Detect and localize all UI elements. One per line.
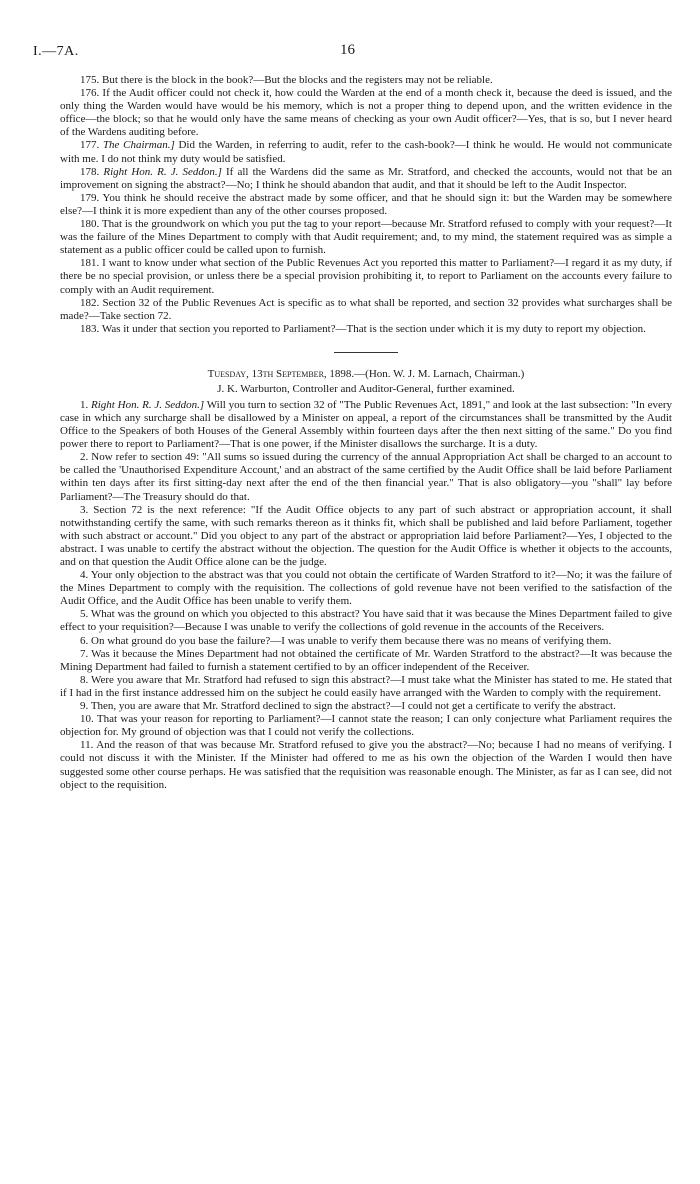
- question-paragraph: [60, 713, 672, 739]
- question-text: Then, you are aware that Mr. Stratford declined to sign the abstract?—I could not get a certificate to verify the abstract.: [90, 700, 616, 713]
- question-number: 11.: [80, 739, 97, 752]
- question-number: 179.: [80, 191, 103, 204]
- question-paragraph: [60, 87, 672, 139]
- question-text: Were you aware that Mr. Stratford had refused to sign this abstract?—I must take what the Minister has stated to me. He stated that if I had in the first instance addressed him on the subject he could easily have arranged with the Warden to comply with the requirement.: [60, 673, 672, 699]
- question-paragraph: [60, 139, 672, 165]
- question-paragraph: [60, 700, 672, 713]
- question-paragraph: [60, 739, 672, 791]
- session-date: Tuesday, 13th September, 1898.: [207, 367, 355, 380]
- page-body: [60, 74, 672, 792]
- question-paragraph: [60, 218, 672, 257]
- question-text: And the reason of that was because Mr. Stratford refused to give you the abstract?—No; because I had no means of verifying. I could not discuss it with the Minister. If the Minister had offered to me as his own the objection of the Warden I would then have suggested some other course perhaps. He was satisfied that the requisition was reasonable enough. The Minister, as far as I can see, did not object to the requisition.: [60, 739, 672, 791]
- question-paragraph: [60, 635, 672, 648]
- question-number: 9.: [80, 700, 91, 713]
- question-text: Section 32 of the Public Revenues Act is specific as to what shall be reported, and section 32 provides what surcharges shall be made?—Take section 72.: [60, 296, 673, 322]
- question-number: 180.: [80, 218, 102, 231]
- question-text: Was it under that section you reported to Parliament?—That is the section under which it is my duty to report my objection.: [101, 322, 646, 335]
- question-text: That is the groundwork on which you put the tag to your report—because Mr. Stratford refused to comply with your request?—It was the failure of the Mines Department to comply with that Audit requirement; and, to my mind, the statement required was as simple a statement as a public officer could be called upon to furnish.: [60, 218, 672, 257]
- question-paragraph: [60, 166, 672, 192]
- question-number: 10.: [80, 713, 97, 726]
- speaker-name: Right Hon. R. J. Seddon.]: [103, 165, 222, 178]
- question-paragraph: [60, 257, 672, 296]
- witness-line: J. K. Warburton, Controller and Auditor-General, further examined.: [217, 382, 515, 395]
- question-number: 4.: [80, 569, 91, 582]
- question-number: 8.: [80, 673, 91, 686]
- question-text: Will you turn to section 32 of "The Public Revenues Act, 1891," and look at the last subsection: "In every case in which any surcharge shall be disallowed by a Minister on appeal, a report of the circumstances shall be transmitted by the Audit Office to the Speakers of both Houses of the General Assembly within fourteen days after the then next sitting of the same." Do you find power there to report to Parliament?—That is one power, if the Minister disallows the surcharge. It is a duty.: [60, 398, 672, 451]
- question-text: If all the Wardens did the same as Mr. Stratford, and checked the accounts, would not that be an improvement on signing the abstract?—No; I think he should abandon that audit, and that it should be left to the Audit Inspector.: [60, 165, 673, 191]
- question-text: Did the Warden, in referring to audit, refer to the cash-book?—I think he would. He would not communicate with me. I do not think my duty would be satisfied.: [60, 139, 673, 165]
- document-reference: I.—7A.: [33, 44, 79, 59]
- session-chairman: —(Hon. W. J. M. Larnach, Chairman.): [354, 367, 525, 380]
- question-text: Was it because the Mines Department had not obtained the certificate of Mr. Warden Stratford to the abstract?—It was because the Mining Department had failed to furnish a statement certified to by an officer independent of the Receiver.: [60, 647, 672, 673]
- question-paragraph: [60, 504, 672, 569]
- question-text: If the Audit officer could not check it, how could the Warden at the end of a month check it, because the deed is issued, and the only thing the Warden would have would be his memory, which is not a proper thing to depend upon, and the written evidence in the office—the block; so that he would only have the same means of checking as your own Audit officer?—Yes, that is so, but I never heard of the Wardens auditing before.: [60, 87, 673, 139]
- question-number: 5.: [80, 608, 91, 621]
- question-number: 7.: [80, 647, 92, 660]
- question-number: 2.: [80, 451, 92, 464]
- question-paragraph: [60, 674, 672, 700]
- session-heading: [60, 367, 672, 382]
- question-number: 175.: [80, 74, 102, 86]
- question-paragraph: [60, 192, 672, 218]
- question-paragraph: [60, 323, 672, 336]
- question-text: What was the ground on which you objected to this abstract? You have said that it was because the Mines Department failed to give effect to your requisition?—Because I was unable to verify the collections of gold revenue in the accounts of the Receivers.: [60, 608, 672, 634]
- question-number: 178.: [80, 165, 104, 178]
- evidence-block-continued: [60, 74, 672, 336]
- question-number: 176.: [80, 87, 103, 100]
- question-text: That was your reason for reporting to Parliament?—I cannot state the reason; I can only conjecture what Parliament requires the objection for. My ground of objection was that I could not verify the collections.: [60, 713, 672, 739]
- section-divider: [334, 352, 398, 353]
- question-number: 181.: [80, 257, 103, 270]
- question-number: 177.: [80, 139, 103, 152]
- speaker-name: The Chairman.]: [102, 139, 175, 152]
- question-text: You think he should receive the abstract made by some officer, and that he should sign it: but the Warden may be somewhere else?—I think it is more expedient than any of the other courses proposed.: [60, 191, 673, 217]
- question-text: But there is the block in the book?—But the blocks and the registers may not be reliable.: [102, 74, 493, 86]
- question-text: On what ground do you base the failure?—I was unable to verify them because there was no means of verifying them.: [91, 634, 612, 647]
- question-paragraph: [60, 569, 672, 608]
- question-number: 183.: [80, 322, 102, 335]
- question-paragraph: [60, 297, 672, 323]
- question-paragraph: [60, 451, 672, 503]
- question-paragraph: [60, 399, 672, 451]
- question-paragraph: [60, 648, 672, 674]
- evidence-block-new-session: [60, 399, 672, 792]
- question-text: I want to know under what section of the Public Revenues Act you reported this matter to Parliament?—I regard it as my duty, if there be no special provision, or unless there be a special provision prohibiting it, to report to Parliament on the accounts every failure to comply with an Audit requirement.: [60, 257, 672, 296]
- question-number: 1.: [80, 398, 92, 411]
- question-number: 3.: [80, 503, 94, 516]
- page-number: 16: [340, 42, 355, 58]
- question-paragraph: [60, 74, 672, 87]
- question-text: Your only objection to the abstract was that you could not obtain the certificate of Warden Stratford to it?—No; it was the failure of the Mines Department to comply with the requisition. The collections of gold revenue have not been verified to the satisfaction of the Audit Office, and the Audit Office has been unable to verify them.: [60, 569, 672, 608]
- question-text: Section 72 is the next reference: "If the Audit Office objects to any part of such abstract or appropriation account, it shall notwithstanding certify the same, with such remarks thereon as it thinks fit, which shall be published and laid before Parliament, together with such abstract or account." Did you object to any part of the abstract or appropriation laid before Parliament?—Yes, I objected to the abstract. I was unable to certify the abstract without the objection. The question for the Audit Office is whether it objects to the accounts, and on that question the Audit Office alone can be the judge.: [60, 503, 672, 568]
- question-text: Now refer to section 49: "All sums so issued during the currency of the annual Appropriation Act shall be charged to an account to be called the 'Unauthorised Expenditure Account,' and an abstract of the same certified by the Audit Office shall be laid before Parliament within ten days after its first sitting-day next after the end of the then financial year." That is also obligatory—you "shall" lay before Parliament?—The Treasury should do that.: [60, 451, 672, 503]
- question-paragraph: [60, 608, 672, 634]
- question-number: 182.: [80, 296, 103, 309]
- question-number: 6.: [80, 634, 91, 647]
- speaker-name: Right Hon. R. J. Seddon.]: [91, 398, 205, 411]
